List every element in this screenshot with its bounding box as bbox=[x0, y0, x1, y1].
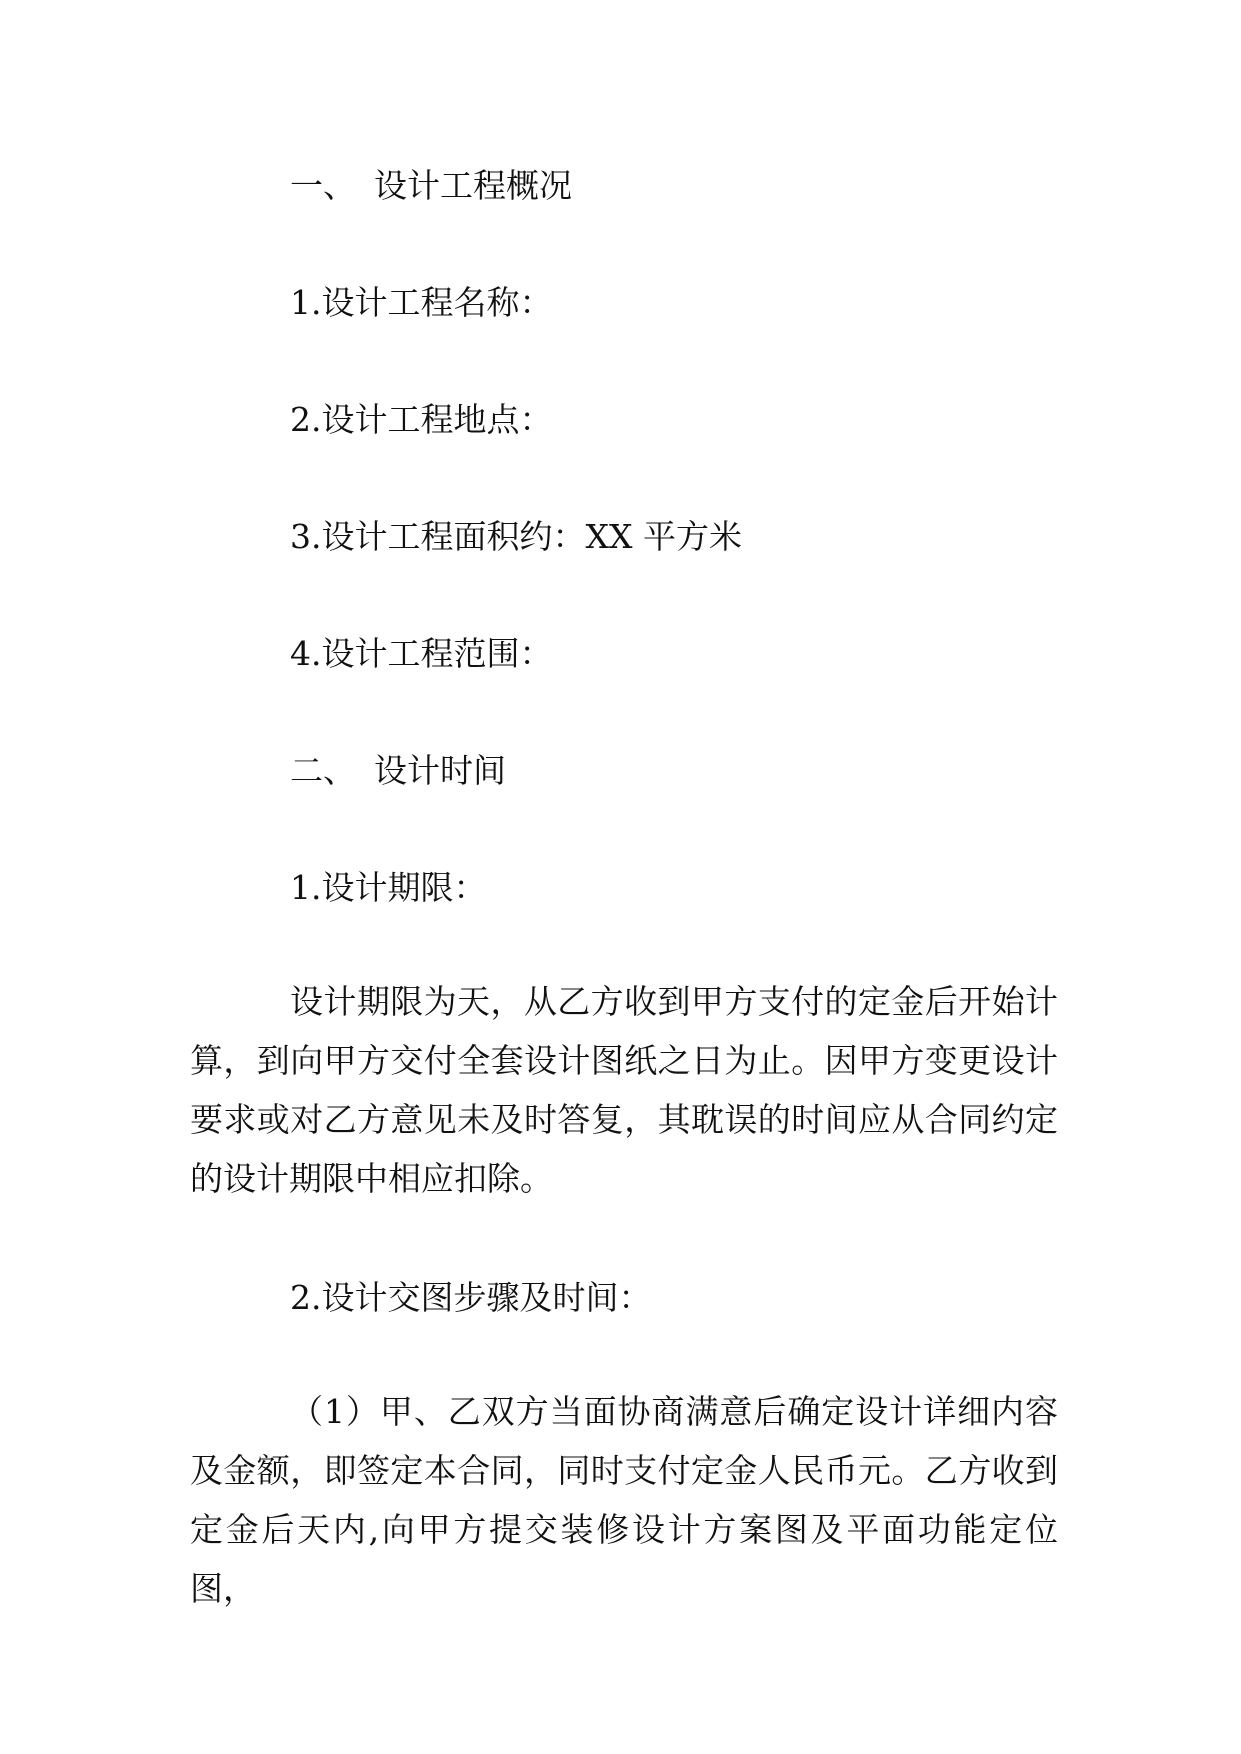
design-period-paragraph: 设计期限为天，从乙方收到甲方支付的定金后开始计算，到向甲方交付全套设计图纸之日为止。因甲方变更设计要求或对乙方意见未及时答复，其耽误的时间应从合同约定的设计期限中相应扣除。 bbox=[190, 982, 1058, 1198]
delivery-steps-paragraph: （1）甲、乙双方当面协商满意后确定设计详细内容及金额，即签定本合同，同时支付定金人民币元。乙方收到定金后天内,向甲方提交装修设计方案图及平面功能定位图， bbox=[190, 1392, 1058, 1608]
project-location-item: 2.设计工程地点： bbox=[290, 400, 553, 439]
project-area-item: 3.设计工程面积约：XX 平方米 bbox=[290, 517, 742, 556]
project-scope-item: 4.设计工程范围： bbox=[290, 634, 553, 673]
section-number: 一、 bbox=[290, 166, 356, 205]
section-heading-1 bbox=[290, 166, 572, 206]
delivery-steps-item: 2.设计交图步骤及时间： bbox=[290, 1278, 652, 1317]
design-period-item: 1.设计期限： bbox=[290, 868, 487, 907]
section-number: 二、 bbox=[290, 751, 356, 790]
project-name-item: 1.设计工程名称： bbox=[290, 283, 553, 322]
section-heading-2 bbox=[290, 751, 506, 791]
section-title: 设计工程概况 bbox=[374, 166, 572, 205]
section-title: 设计时间 bbox=[374, 751, 506, 790]
